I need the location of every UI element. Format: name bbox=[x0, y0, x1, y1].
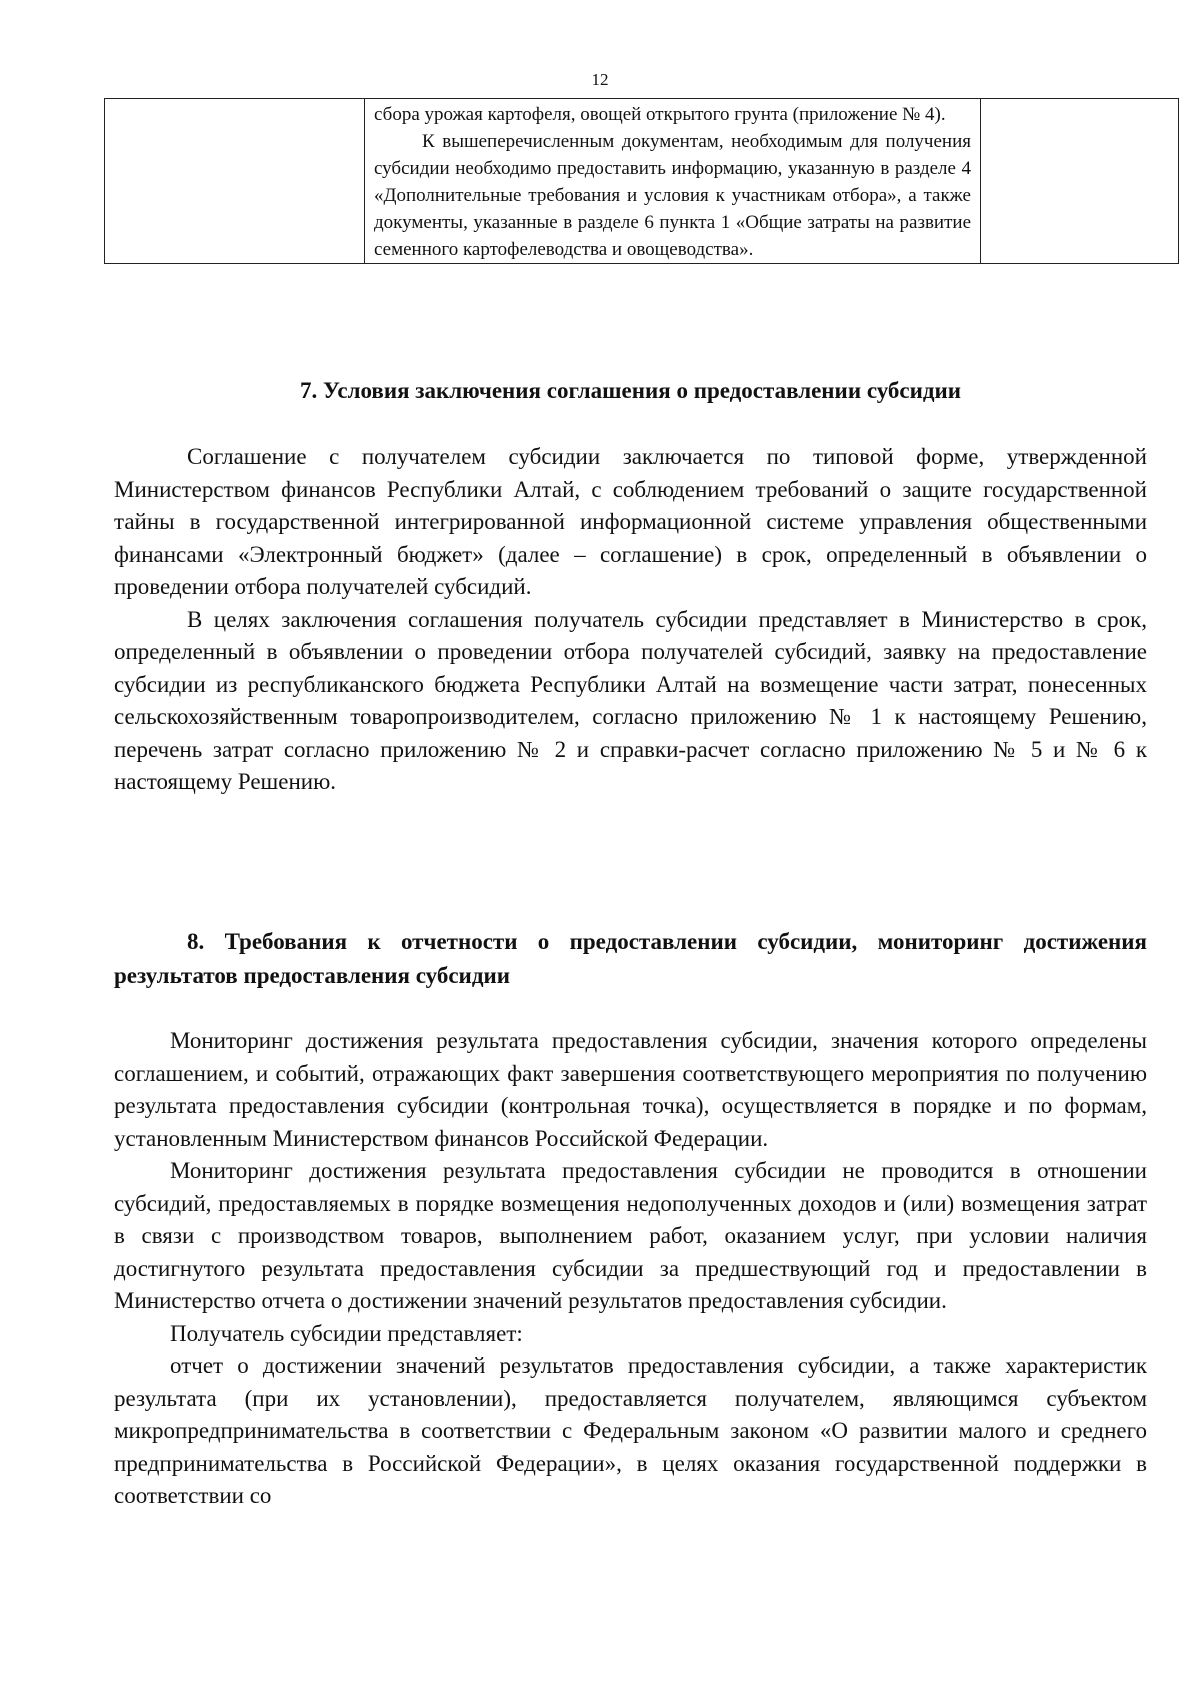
section-7-body bbox=[114, 441, 1147, 799]
section-7 bbox=[114, 374, 1147, 408]
table-row bbox=[105, 99, 1179, 264]
section-heading: 8. Требования к отчетности о предоставлении субсидии, мониторинг достижения результатов предоставления субсидии bbox=[114, 929, 1147, 988]
section-8-body bbox=[114, 1025, 1147, 1513]
table-cell-line: сбора урожая картофеля, овощей открытого грунта (приложение № 4). bbox=[374, 104, 946, 125]
table-cell-empty-left bbox=[105, 99, 365, 264]
table-cell-empty-right bbox=[981, 99, 1179, 264]
table-cell-content bbox=[374, 101, 971, 263]
section-8 bbox=[114, 925, 1147, 993]
table-cell-text bbox=[365, 99, 981, 264]
paragraph: Получатель субсидии представляет: bbox=[170, 1320, 523, 1346]
page-number: 12 bbox=[591, 70, 609, 89]
continuation-table bbox=[104, 98, 1179, 264]
paragraph: В целях заключения соглашения получатель субсидии представляет в Министерство в срок, определенный в объявлении о проведении отбора получателей субсидий, заявку на предоставление субсидии из республиканского бюджета Республики Алтай на возмещение части затрат, понесенных сельскохозяйственным товаропроизводителем, согласно приложению № 1 к настоящему Решению, перечень затрат согласно приложению № 2 и справки-расчет согласно приложению № 5 и № 6 к настоящему Решению. bbox=[114, 606, 1147, 794]
paragraph: Мониторинг достижения результата предоставления субсидии, значения которого определены соглашением, и событий, отражающих факт завершения соответствующего мероприятия по получению результата предоставления субсидии (контрольная точка), осуществляется в порядке и по формам, установленным Министерством финансов Российской Федерации. bbox=[114, 1028, 1147, 1151]
table-cell-line: К вышеперечисленным документам, необходимым для получения субсидии необходимо предоставить информацию, указанную в разделе 4 «Дополнительные требования и условия к участникам отбора», а также документы, указанные в разделе 6 пункта 1 «Общие затраты на развитие семенного картофелеводства и овощеводства». bbox=[374, 131, 971, 260]
paragraph: Мониторинг достижения результата предоставления субсидии не проводится в отношении субсидий, предоставляемых в порядке возмещения недополученных доходов и (или) возмещения затрат в связи с производством товаров, выполнением работ, оказанием услуг, при условии наличия достигнутого результата предоставления субсидии за предшествующий год и предоставлении в Министерство отчета о достижении значений результатов предоставления субсидии. bbox=[114, 1158, 1147, 1313]
paragraph: отчет о достижении значений результатов предоставления субсидии, а также характеристик результата (при их установлении), предоставляется получателем, являющимся субъектом микропредпринимательства в соответствии с Федеральным законом «О развитии малого и среднего предпринимательства в Российской Федерации», в целях оказания государственной поддержки в соответствии со bbox=[114, 1353, 1147, 1508]
paragraph: Соглашение с получателем субсидии заключается по типовой форме, утвержденной Министерством финансов Республики Алтай, с соблюдением требований о защите государственной тайны в государственной интегрированной информационной системе управления общественными финансами «Электронный бюджет» (далее – соглашение) в срок, определенный в объявлении о проведении отбора получателей субсидий. bbox=[114, 444, 1147, 599]
section-heading: 7. Условия заключения соглашения о предоставлении субсидии bbox=[299, 378, 962, 403]
